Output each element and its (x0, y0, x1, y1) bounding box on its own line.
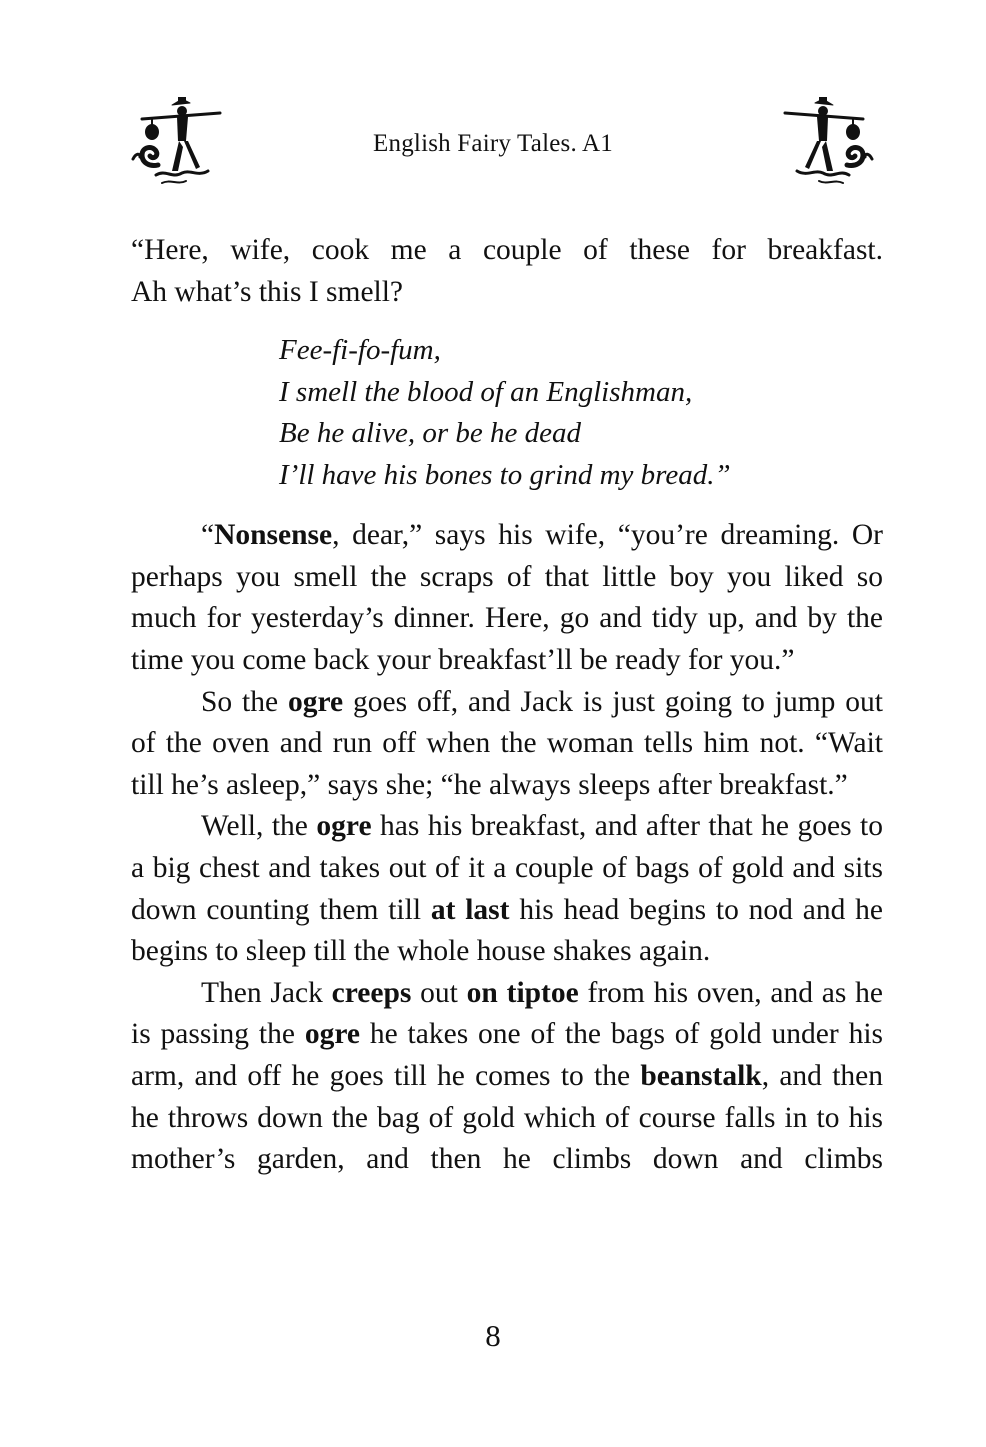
verse-line: I’ll have his bones to grind my bread.” (279, 458, 731, 491)
vocab-word: creeps (331, 976, 412, 1009)
text-run: he takes one of the bags of gold under his arm, and off he goes till he comes to the (131, 1018, 884, 1092)
verse-line: I smell the blood of an Englishman, (279, 375, 693, 408)
text-run: , and then he throws down the bag of gold which of course falls in to his mother’s garden, and then he climbs down and climbs (131, 1059, 883, 1176)
ogre-speech-line-1: “Here, wife, cook me a couple of these for breakfast. (131, 234, 883, 266)
text-run: So the (201, 685, 288, 718)
paragraph-ogre-speech (131, 230, 883, 272)
book-title: English Fairy Tales. A1 (373, 130, 613, 157)
text-run: out (411, 976, 467, 1009)
vocab-word: ogre (287, 685, 344, 718)
text-run: his head begins to nod and he begins to sleep till the whole house shakes again. (131, 893, 883, 968)
verse-line: Be he alive, or be he dead (279, 417, 581, 450)
paragraph-wife-reply (131, 515, 883, 681)
vocab-word: on tiptoe (466, 976, 579, 1009)
vocab-word: at last (430, 893, 510, 926)
vocab-word: Nonsense (214, 519, 333, 552)
vocab-word: beanstalk (640, 1059, 762, 1092)
verse-line: Fee-fi-fo-fum, (279, 334, 441, 367)
page-number: 8 (485, 1318, 501, 1353)
page-header (0, 95, 986, 205)
text-run: “ (201, 519, 215, 552)
text-run: Well, the (201, 810, 317, 843)
text-run: , dear,” says his wife, “you’re dreaming. Or perhaps you smell the scraps of that little boy you liked so much for yesterday’s dinner. Here, go and tidy up, and by the time you come back your breakfast’ll be ready for you.” (131, 519, 883, 676)
text-run: from his oven, and as he is passing the (131, 976, 884, 1051)
text-run: goes off, and Jack is just going to jump out of the oven and run off when the woman tells him not. “Wait till he’s asleep,” says she; “he always sleeps after breakfast.” (131, 685, 883, 801)
rhyme-verse (279, 330, 883, 496)
vocab-word: ogre (316, 810, 372, 843)
text-run: has his breakfast, and after that he goes to a big chest and takes out of it a couple of bags of gold and sits down counting them till (131, 810, 883, 926)
paragraph-jack-escapes (131, 973, 883, 1181)
paragraph-ogre-speech-cont (131, 272, 883, 314)
ogre-carrying-pole-icon (782, 95, 877, 190)
vocab-word: ogre (304, 1018, 360, 1051)
ogre-speech-line-2: Ah what’s this I smell? (131, 275, 404, 308)
paragraph-ogre-breakfast (131, 806, 883, 972)
paragraph-ogre-goes-off (131, 682, 883, 807)
text-run: Then Jack (201, 976, 332, 1009)
page-body (131, 230, 883, 1181)
